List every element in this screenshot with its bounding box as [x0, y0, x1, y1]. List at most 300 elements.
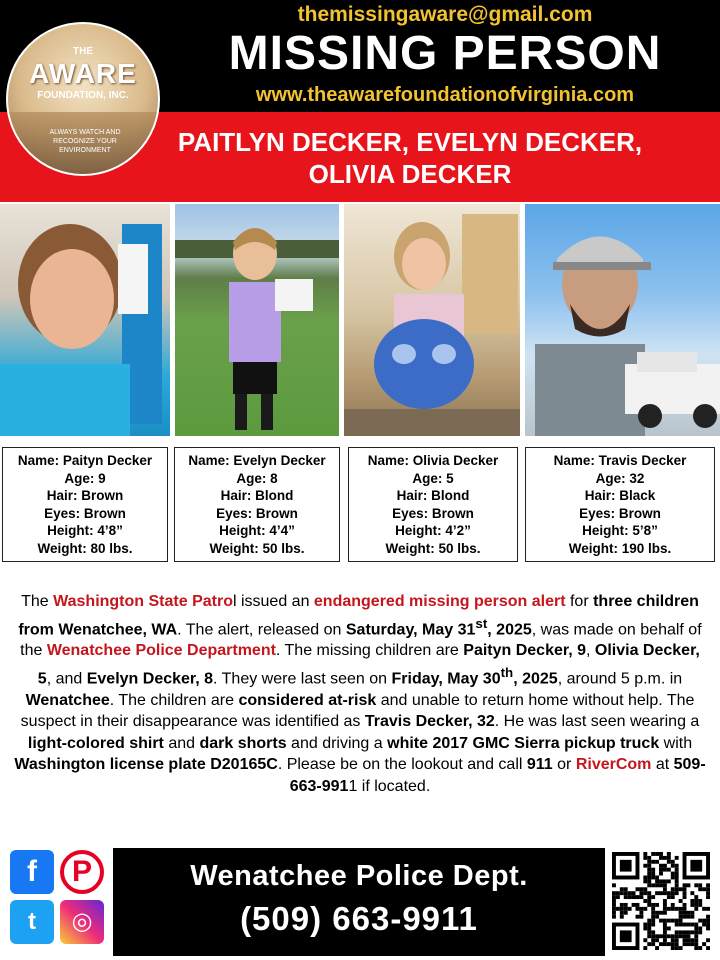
- qr-module: [671, 887, 675, 891]
- qr-module: [686, 942, 690, 946]
- info-card-paityn: [2, 447, 168, 562]
- text-span-bold: Olivia Decker, 5: [37, 642, 700, 688]
- qr-module: [686, 911, 690, 915]
- qr-module: [663, 923, 667, 927]
- qr-module: [620, 915, 624, 919]
- qr-module: [616, 891, 620, 895]
- qr-module: [651, 860, 655, 864]
- qr-module: [679, 907, 683, 911]
- qr-module: [651, 930, 655, 934]
- qr-module: [683, 903, 687, 907]
- text-span-bold: three children from Wenatchee, WA: [18, 593, 699, 638]
- contact-email: themissingaware@gmail.com: [297, 3, 593, 26]
- qr-module: [690, 938, 694, 942]
- qr-module: [679, 919, 683, 923]
- qr-module: [624, 895, 628, 899]
- text-span-bold: light-colored shirt: [27, 734, 164, 752]
- text-span: or: [552, 756, 576, 774]
- qr-module: [694, 934, 698, 938]
- qr-module: [698, 887, 702, 891]
- qr-module: [612, 915, 616, 919]
- qr-module: [655, 852, 659, 856]
- logo-foundation: FOUNDATION, INC.: [37, 90, 129, 101]
- girl-portrait-illustration: [0, 204, 170, 436]
- qr-module: [698, 930, 702, 934]
- qr-finder: [690, 860, 702, 872]
- qr-module: [639, 911, 643, 915]
- qr-module: [651, 911, 655, 915]
- text-span: . The children are: [109, 691, 239, 709]
- qr-module: [659, 856, 663, 860]
- qr-module: [671, 907, 675, 911]
- qr-module: [675, 938, 679, 942]
- qr-module: [651, 868, 655, 872]
- qr-module: [647, 876, 651, 880]
- qr-module: [694, 946, 698, 950]
- text-sup: th: [500, 664, 514, 680]
- qr-module: [628, 907, 632, 911]
- qr-module: [694, 883, 698, 887]
- qr-module: [659, 919, 663, 923]
- qr-module: [667, 926, 671, 930]
- text-span: and unable to return home without help. The suspect in their disappearance was identified as: [20, 691, 695, 731]
- qr-module: [679, 887, 683, 891]
- text-span-red: endangered missing person alert: [313, 593, 566, 610]
- qr-module: [647, 903, 651, 907]
- card-eyes: Eyes: Brown: [392, 505, 474, 521]
- qr-module: [655, 911, 659, 915]
- qr-module: [671, 895, 675, 899]
- qr-module: [643, 864, 647, 868]
- qr-module: [675, 879, 679, 883]
- qr-module: [706, 919, 710, 923]
- qr-module: [675, 868, 679, 872]
- qr-module: [655, 946, 659, 950]
- qr-module: [671, 864, 675, 868]
- qr-module: [690, 930, 694, 934]
- police-dept-name: Wenatchee Police Dept.: [190, 860, 528, 892]
- qr-module: [683, 930, 687, 934]
- photo-travis: [525, 204, 720, 436]
- qr-module: [698, 883, 702, 887]
- qr-module: [647, 860, 651, 864]
- text-span-bold: white 2017 GMC Sierra pickup truck: [387, 734, 660, 752]
- qr-module: [667, 919, 671, 923]
- qr-module: [651, 895, 655, 899]
- qr-module: [643, 891, 647, 895]
- qr-module: [671, 860, 675, 864]
- card-age: Age: 32: [595, 470, 645, 486]
- qr-module: [706, 895, 710, 899]
- qr-module: [620, 907, 624, 911]
- qr-module: [647, 883, 651, 887]
- qr-module: [620, 903, 624, 907]
- qr-module: [694, 942, 698, 946]
- qr-module: [706, 887, 710, 891]
- text-span-bold: Saturday, May 31: [345, 620, 476, 638]
- qr-module: [651, 915, 655, 919]
- qr-module: [679, 915, 683, 919]
- card-name: Name: Paityn Decker: [17, 453, 153, 468]
- card-hair: Hair: Brown: [46, 488, 124, 503]
- qr-module: [647, 872, 651, 876]
- qr-module: [667, 907, 671, 911]
- qr-module: [675, 934, 679, 938]
- qr-module: [663, 934, 667, 938]
- photo-evelyn: [175, 204, 339, 436]
- qr-module: [651, 942, 655, 946]
- qr-module: [659, 942, 663, 946]
- card-hair: Hair: Blond: [220, 488, 294, 503]
- text-span: . The missing children are: [275, 642, 464, 660]
- qr-module: [655, 876, 659, 880]
- card-height: Height: 5’8”: [582, 523, 658, 538]
- qr-module: [683, 934, 687, 938]
- qr-module: [663, 883, 667, 887]
- qr-module: [651, 852, 655, 856]
- qr-module: [643, 852, 647, 856]
- info-card-travis: [525, 447, 715, 562]
- qr-module: [647, 926, 651, 930]
- text-span-bold: , 2025: [487, 620, 532, 638]
- girl-with-toy-illustration: [344, 204, 520, 436]
- qr-module: [706, 883, 710, 887]
- text-span: at: [651, 756, 674, 774]
- qr-module: [663, 856, 667, 860]
- qr-module: [702, 907, 706, 911]
- qr-module: [655, 883, 659, 887]
- qr-module: [694, 907, 698, 911]
- qr-module: [690, 942, 694, 946]
- qr-module: [698, 899, 702, 903]
- qr-module: [636, 895, 640, 899]
- qr-module: [659, 864, 663, 868]
- qr-module: [686, 930, 690, 934]
- qr-module: [667, 891, 671, 895]
- qr-module: [647, 856, 651, 860]
- qr-module: [612, 883, 616, 887]
- qr-module: [655, 891, 659, 895]
- qr-module: [647, 891, 651, 895]
- text-span-bold: dark shorts: [199, 734, 287, 752]
- qr-module: [683, 895, 687, 899]
- qr-module: [651, 876, 655, 880]
- qr-module: [663, 887, 667, 891]
- website-url: www.theawarefoundationofvirginia.com: [255, 84, 635, 106]
- qr-module: [659, 872, 663, 876]
- qr-module: [620, 891, 624, 895]
- info-card-olivia: [348, 447, 518, 562]
- text-span-bold: Evelyn Decker, 8: [86, 670, 214, 688]
- qr-module: [651, 883, 655, 887]
- qr-module: [655, 938, 659, 942]
- facebook-icon[interactable]: f: [10, 850, 54, 894]
- qr-module: [612, 895, 616, 899]
- qr-module: [643, 856, 647, 860]
- qr-module: [667, 852, 671, 856]
- text-span: . Please be on the lookout and call: [277, 756, 527, 774]
- qr-module: [675, 930, 679, 934]
- qr-module: [663, 879, 667, 883]
- qr-module: [663, 864, 667, 868]
- text-span-red: RiverCom: [575, 756, 652, 774]
- qr-module: [679, 930, 683, 934]
- qr-module: [647, 899, 651, 903]
- qr-module: [698, 903, 702, 907]
- text-span: The: [21, 593, 54, 610]
- page-title: MISSING PERSON: [228, 27, 662, 80]
- qr-module: [612, 907, 616, 911]
- qr-module: [683, 923, 687, 927]
- qr-module: [647, 919, 651, 923]
- qr-module: [647, 930, 651, 934]
- card-name: Name: Olivia Decker: [367, 453, 499, 468]
- qr-module: [675, 891, 679, 895]
- qr-module: [643, 879, 647, 883]
- qr-module: [632, 895, 636, 899]
- qr-module: [659, 883, 663, 887]
- qr-module: [694, 895, 698, 899]
- instagram-icon[interactable]: ◎: [60, 900, 104, 944]
- card-age: Age: 8: [236, 470, 278, 486]
- qr-module: [659, 891, 663, 895]
- qr-module: [667, 942, 671, 946]
- qr-module: [694, 903, 698, 907]
- qr-module: [620, 911, 624, 915]
- qr-module: [647, 923, 651, 927]
- photo-olivia: [344, 204, 520, 436]
- qr-module: [683, 907, 687, 911]
- qr-module: [675, 923, 679, 927]
- qr-module: [639, 887, 643, 891]
- qr-module: [675, 876, 679, 880]
- qr-module: [667, 895, 671, 899]
- qr-module: [639, 915, 643, 919]
- qr-module: [647, 895, 651, 899]
- qr-module: [679, 923, 683, 927]
- card-name: Name: Evelyn Decker: [188, 453, 326, 468]
- qr-module: [686, 938, 690, 942]
- qr-module: [624, 903, 628, 907]
- qr-module: [671, 942, 675, 946]
- qr-module: [651, 907, 655, 911]
- qr-module: [643, 923, 647, 927]
- card-height: Height: 4’8”: [47, 523, 123, 538]
- logo-the: THE: [73, 46, 93, 57]
- qr-module: [651, 938, 655, 942]
- qr-module: [612, 903, 616, 907]
- qr-module: [643, 926, 647, 930]
- qr-module: [675, 872, 679, 876]
- card-hair: Hair: Black: [584, 488, 656, 503]
- qr-module: [632, 891, 636, 895]
- text-span-bold: Paityn Decker, 9: [463, 642, 587, 660]
- qr-module: [706, 907, 710, 911]
- qr-module: [643, 946, 647, 950]
- names-line-1: PAITLYN DECKER, EVELYN DECKER,: [177, 127, 643, 157]
- text-span-bold: Washington license plate D20165C: [14, 756, 278, 774]
- qr-module: [675, 942, 679, 946]
- twitter-icon[interactable]: t: [10, 900, 54, 944]
- qr-module: [663, 907, 667, 911]
- qr-module: [655, 934, 659, 938]
- qr-module: [671, 938, 675, 942]
- text-span-red: Washington State Patro: [53, 593, 233, 610]
- qr-module: [616, 907, 620, 911]
- text-span: , was made on behalf of the: [20, 620, 702, 660]
- qr-module: [663, 919, 667, 923]
- qr-module: [667, 879, 671, 883]
- text-span: ,: [586, 642, 595, 660]
- qr-module: [663, 926, 667, 930]
- qr-module: [663, 911, 667, 915]
- qr-module: [651, 923, 655, 927]
- qr-module: [675, 919, 679, 923]
- qr-module: [706, 938, 710, 942]
- qr-module: [651, 919, 655, 923]
- qr-module: [675, 887, 679, 891]
- qr-module: [702, 887, 706, 891]
- alert-description: [12, 591, 708, 797]
- qr-module: [702, 942, 706, 946]
- text-span: for: [565, 593, 594, 610]
- qr-module: [675, 946, 679, 950]
- qr-module: [628, 891, 632, 895]
- qr-module: [679, 946, 683, 950]
- card-eyes: Eyes: Brown: [44, 505, 126, 521]
- qr-module: [624, 911, 628, 915]
- qr-module: [671, 919, 675, 923]
- text-span-bold: 911: [526, 756, 553, 774]
- qr-module: [706, 923, 710, 927]
- card-weight: Weight: 190 lbs.: [568, 540, 672, 556]
- qr-module: [683, 942, 687, 946]
- qr-module: [690, 911, 694, 915]
- qr-module: [686, 883, 690, 887]
- card-hair: Hair: Blond: [396, 488, 470, 503]
- qr-module: [706, 946, 710, 950]
- qr-module: [659, 879, 663, 883]
- pinterest-icon[interactable]: P: [60, 850, 104, 894]
- text-span: 1 if located.: [348, 777, 431, 795]
- qr-module: [694, 899, 698, 903]
- qr-module: [647, 942, 651, 946]
- names-line-2: OLIVIA DECKER: [308, 159, 512, 189]
- qr-module: [636, 907, 640, 911]
- qr-module: [639, 891, 643, 895]
- qr-module: [636, 887, 640, 891]
- qr-module: [647, 879, 651, 883]
- text-span-bold: Wenatchee: [25, 691, 110, 709]
- qr-module: [679, 911, 683, 915]
- text-span-bold: 509-663-991: [289, 756, 706, 795]
- qr-module: [647, 864, 651, 868]
- qr-module: [675, 907, 679, 911]
- qr-module: [686, 915, 690, 919]
- qr-module: [683, 883, 687, 887]
- qr-module: [659, 934, 663, 938]
- text-span: , around 5 p.m. in: [557, 670, 683, 688]
- qr-module: [706, 926, 710, 930]
- text-span-bold: Friday, May 30: [391, 670, 501, 688]
- card-age: Age: 9: [64, 470, 106, 486]
- info-card-evelyn: [174, 447, 340, 562]
- qr-module: [616, 895, 620, 899]
- qr-module: [671, 891, 675, 895]
- qr-module: [671, 946, 675, 950]
- qr-module: [698, 919, 702, 923]
- qr-module: [643, 899, 647, 903]
- qr-module: [694, 938, 698, 942]
- qr-module: [675, 856, 679, 860]
- qr-module: [694, 923, 698, 927]
- text-span-red: Wenatchee Police Department: [46, 642, 276, 660]
- qr-module: [683, 938, 687, 942]
- qr-module: [671, 903, 675, 907]
- photo-paityn: [0, 204, 170, 436]
- qr-module: [675, 883, 679, 887]
- qr-module: [679, 934, 683, 938]
- text-span: and driving a: [286, 734, 388, 752]
- qr-module: [643, 938, 647, 942]
- qr-module: [671, 872, 675, 876]
- qr-module: [663, 891, 667, 895]
- qr-module: [624, 891, 628, 895]
- text-span-bold: , 2025: [513, 670, 558, 688]
- qr-module: [671, 876, 675, 880]
- qr-code-graphic: [612, 852, 710, 950]
- qr-module: [706, 915, 710, 919]
- qr-module: [651, 934, 655, 938]
- qr-module: [636, 903, 640, 907]
- qr-module: [663, 868, 667, 872]
- qr-module: [663, 903, 667, 907]
- qr-module: [624, 887, 628, 891]
- qr-module: [667, 934, 671, 938]
- qr-module: [694, 930, 698, 934]
- qr-module: [643, 887, 647, 891]
- qr-code-icon[interactable]: [612, 852, 710, 950]
- card-weight: Weight: 80 lbs.: [37, 540, 133, 556]
- police-phone: (509) 663-9911: [240, 900, 478, 937]
- qr-module: [655, 860, 659, 864]
- qr-module: [671, 934, 675, 938]
- qr-module: [628, 895, 632, 899]
- missing-names: [110, 126, 710, 190]
- qr-module: [639, 895, 643, 899]
- qr-module: [679, 899, 683, 903]
- qr-module: [683, 915, 687, 919]
- text-span: . He was last seen wearing a: [494, 713, 700, 731]
- qr-finder: [620, 930, 632, 942]
- qr-module: [706, 891, 710, 895]
- card-height: Height: 4’4”: [219, 523, 295, 538]
- text-span: and: [163, 734, 200, 752]
- card-eyes: Eyes: Brown: [216, 505, 298, 521]
- qr-finder: [620, 860, 632, 872]
- logo-aware: AWARE: [29, 58, 137, 89]
- text-span: with: [659, 734, 693, 752]
- qr-module: [698, 926, 702, 930]
- qr-module: [632, 903, 636, 907]
- qr-module: [639, 907, 643, 911]
- qr-module: [659, 852, 663, 856]
- qr-module: [663, 938, 667, 942]
- qr-module: [667, 860, 671, 864]
- qr-module: [655, 879, 659, 883]
- qr-module: [659, 911, 663, 915]
- qr-module: [655, 915, 659, 919]
